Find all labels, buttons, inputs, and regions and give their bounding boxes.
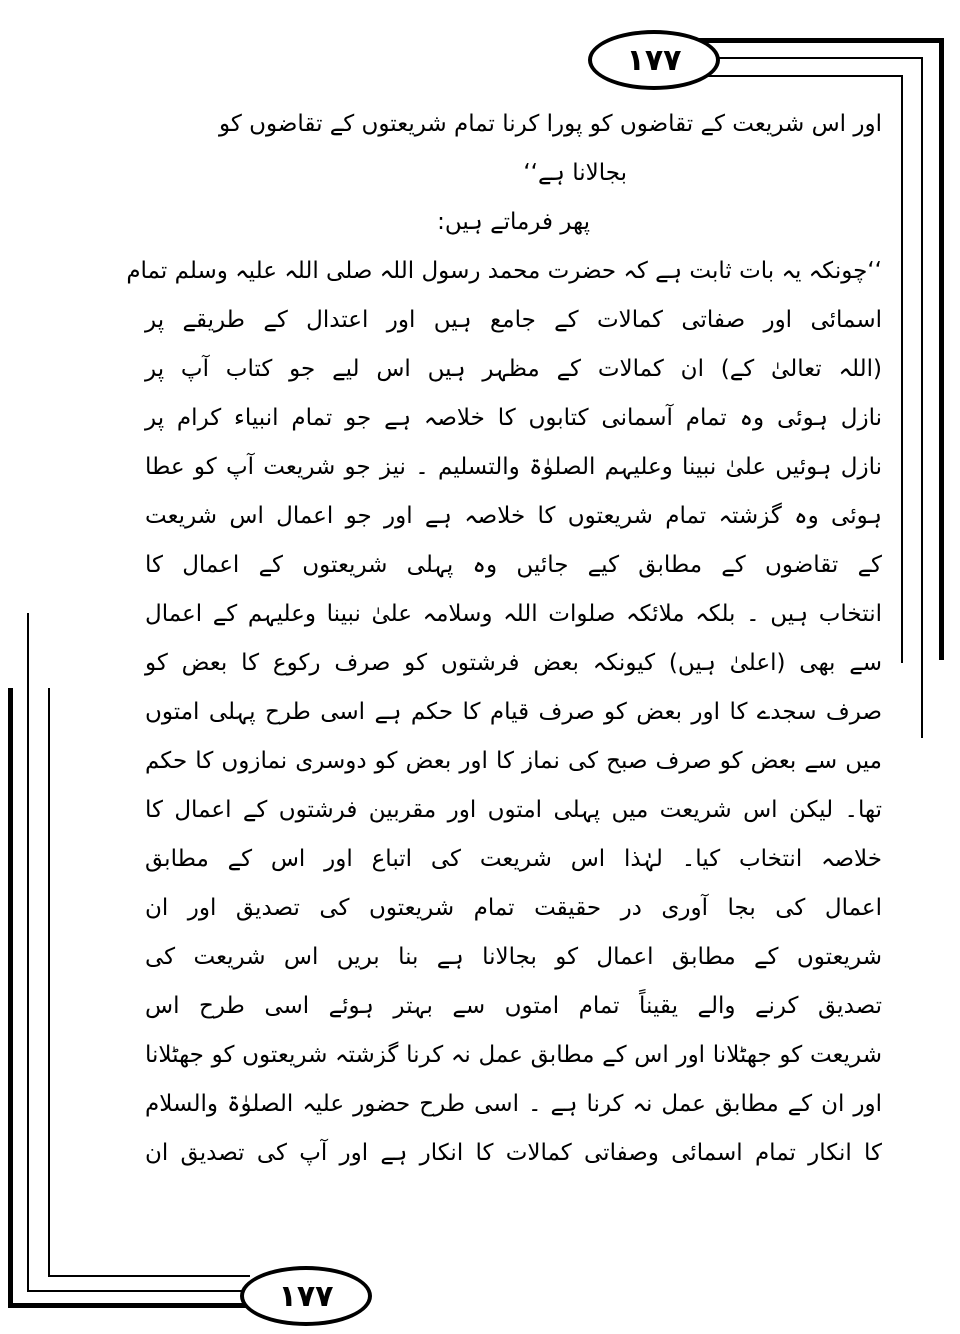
text-line: کے تقاضوں کے مطابق کیے جائیں وہ پہلی شریعتوں کے اعمال کا <box>145 552 882 578</box>
text-line: شریعتوں کے مطابق اعمال کو بجالانا ہے بنا بریں اس شریعت کی <box>145 944 882 970</box>
top-frame-middle-vertical <box>921 57 923 738</box>
text-line: اعمال کی بجا آوری در حقیقت تمام شریعتوں کی تصدیق اور ان <box>145 895 882 921</box>
text-line: شریعت کو جھٹلانا اور اس کے مطابق عمل نہ کرنا گزشتہ شریعتوں کو جھٹلانا <box>145 1042 882 1068</box>
bottom-frame-inner-horizontal <box>48 1275 250 1277</box>
text-line: کا انکار تمام اسمائی وصفاتی کمالات کا انکار ہے اور آپ کی تصدیق ان <box>145 1140 882 1166</box>
top-frame-inner-vertical <box>901 75 903 663</box>
page-number-top: ۱۷۷ <box>626 42 682 78</box>
top-frame-middle-horizontal <box>708 57 923 59</box>
top-frame-outer-vertical <box>939 38 944 660</box>
text-line: پھر فرماتے ہیں: <box>437 209 590 235</box>
text-line: اسمائی اور صفاتی کمالات کے جامع ہیں اور اعتدال کے طریقے پر <box>145 307 882 333</box>
text-line: نازل ہوئیں علیٰ نبینا وعلیہم الصلوٰۃ والتسلیم ۔ نیز جو شریعت آپ کو عطا <box>145 454 882 480</box>
text-line: سے بھی (اعلیٰ ہیں) کیونکہ بعض فرشتوں کو صرف رکوع کا بعض کو <box>145 650 882 676</box>
text-line: انتخاب ہیں ۔ بلکہ ملائکہ صلوات اللہ وسلامہ علیٰ نبینا وعلیہم کے اعمال <box>145 601 882 627</box>
page-number-badge-top <box>588 30 720 90</box>
bottom-frame-inner-vertical <box>48 688 50 1277</box>
text-line: تصدیق کرنے والے یقیناً تمام امتوں سے بہتر ہوئے اسی طرح اس <box>145 993 882 1019</box>
bottom-frame-outer-vertical <box>8 688 13 1308</box>
text-line: بجالانا ہے‘‘ <box>523 160 627 186</box>
text-line: تھا۔ لیکن اس شریعت میں پہلی امتوں اور مقربین فرشتوں کے اعمال کا <box>145 797 882 823</box>
text-line: صرف سجدے کا اور بعض کو صرف قیام کا حکم ہے اسی طرح پہلی امتوں <box>145 699 882 725</box>
text-line: نازل ہوئی وہ تمام آسمانی کتابوں کا خلاصہ ہے جو تمام انبیاء کرام پر <box>145 405 882 431</box>
top-frame-outer-horizontal <box>698 38 944 43</box>
bottom-frame-middle-vertical <box>27 613 29 1292</box>
page-number-badge-bottom <box>240 1266 372 1326</box>
text-line: خلاصہ انتخاب کیا۔ لہٰذا اس شریعت کی اتباع اور اس کے مطابق <box>145 846 882 872</box>
text-line: میں سے بعض کو صرف صبح کی نماز کا اور بعض کو دوسری نمازوں کا حکم <box>145 748 882 774</box>
bottom-frame-middle-horizontal <box>27 1290 245 1292</box>
text-line: (اللہ تعالیٰ کے) ان کمالات کے مظہر ہیں اس لیے جو کتاب آپ پر <box>145 356 882 382</box>
bottom-frame-outer-horizontal <box>8 1303 248 1308</box>
text-line: ‘‘چونکہ یہ بات ثابت ہے کہ حضرت محمد رسول اللہ صلی اللہ علیہ وسلم تمام <box>126 258 882 284</box>
page-number-bottom: ۱۷۷ <box>278 1278 334 1314</box>
top-frame-inner-horizontal <box>700 75 903 77</box>
text-line: اور اس شریعت کے تقاضوں کو پورا کرنا تمام شریعتوں کے تقاضوں کو <box>218 111 882 137</box>
text-line: اور ان کے مطابق عمل نہ کرنا ہے ۔ اسی طرح حضور علیہ الصلوٰۃ والسلام <box>145 1091 882 1117</box>
text-line: ہوئی وہ گزشتہ تمام شریعتوں کا خلاصہ ہے اور جو اعمال اس شریعت <box>145 503 882 529</box>
text-block <box>126 100 882 1178</box>
